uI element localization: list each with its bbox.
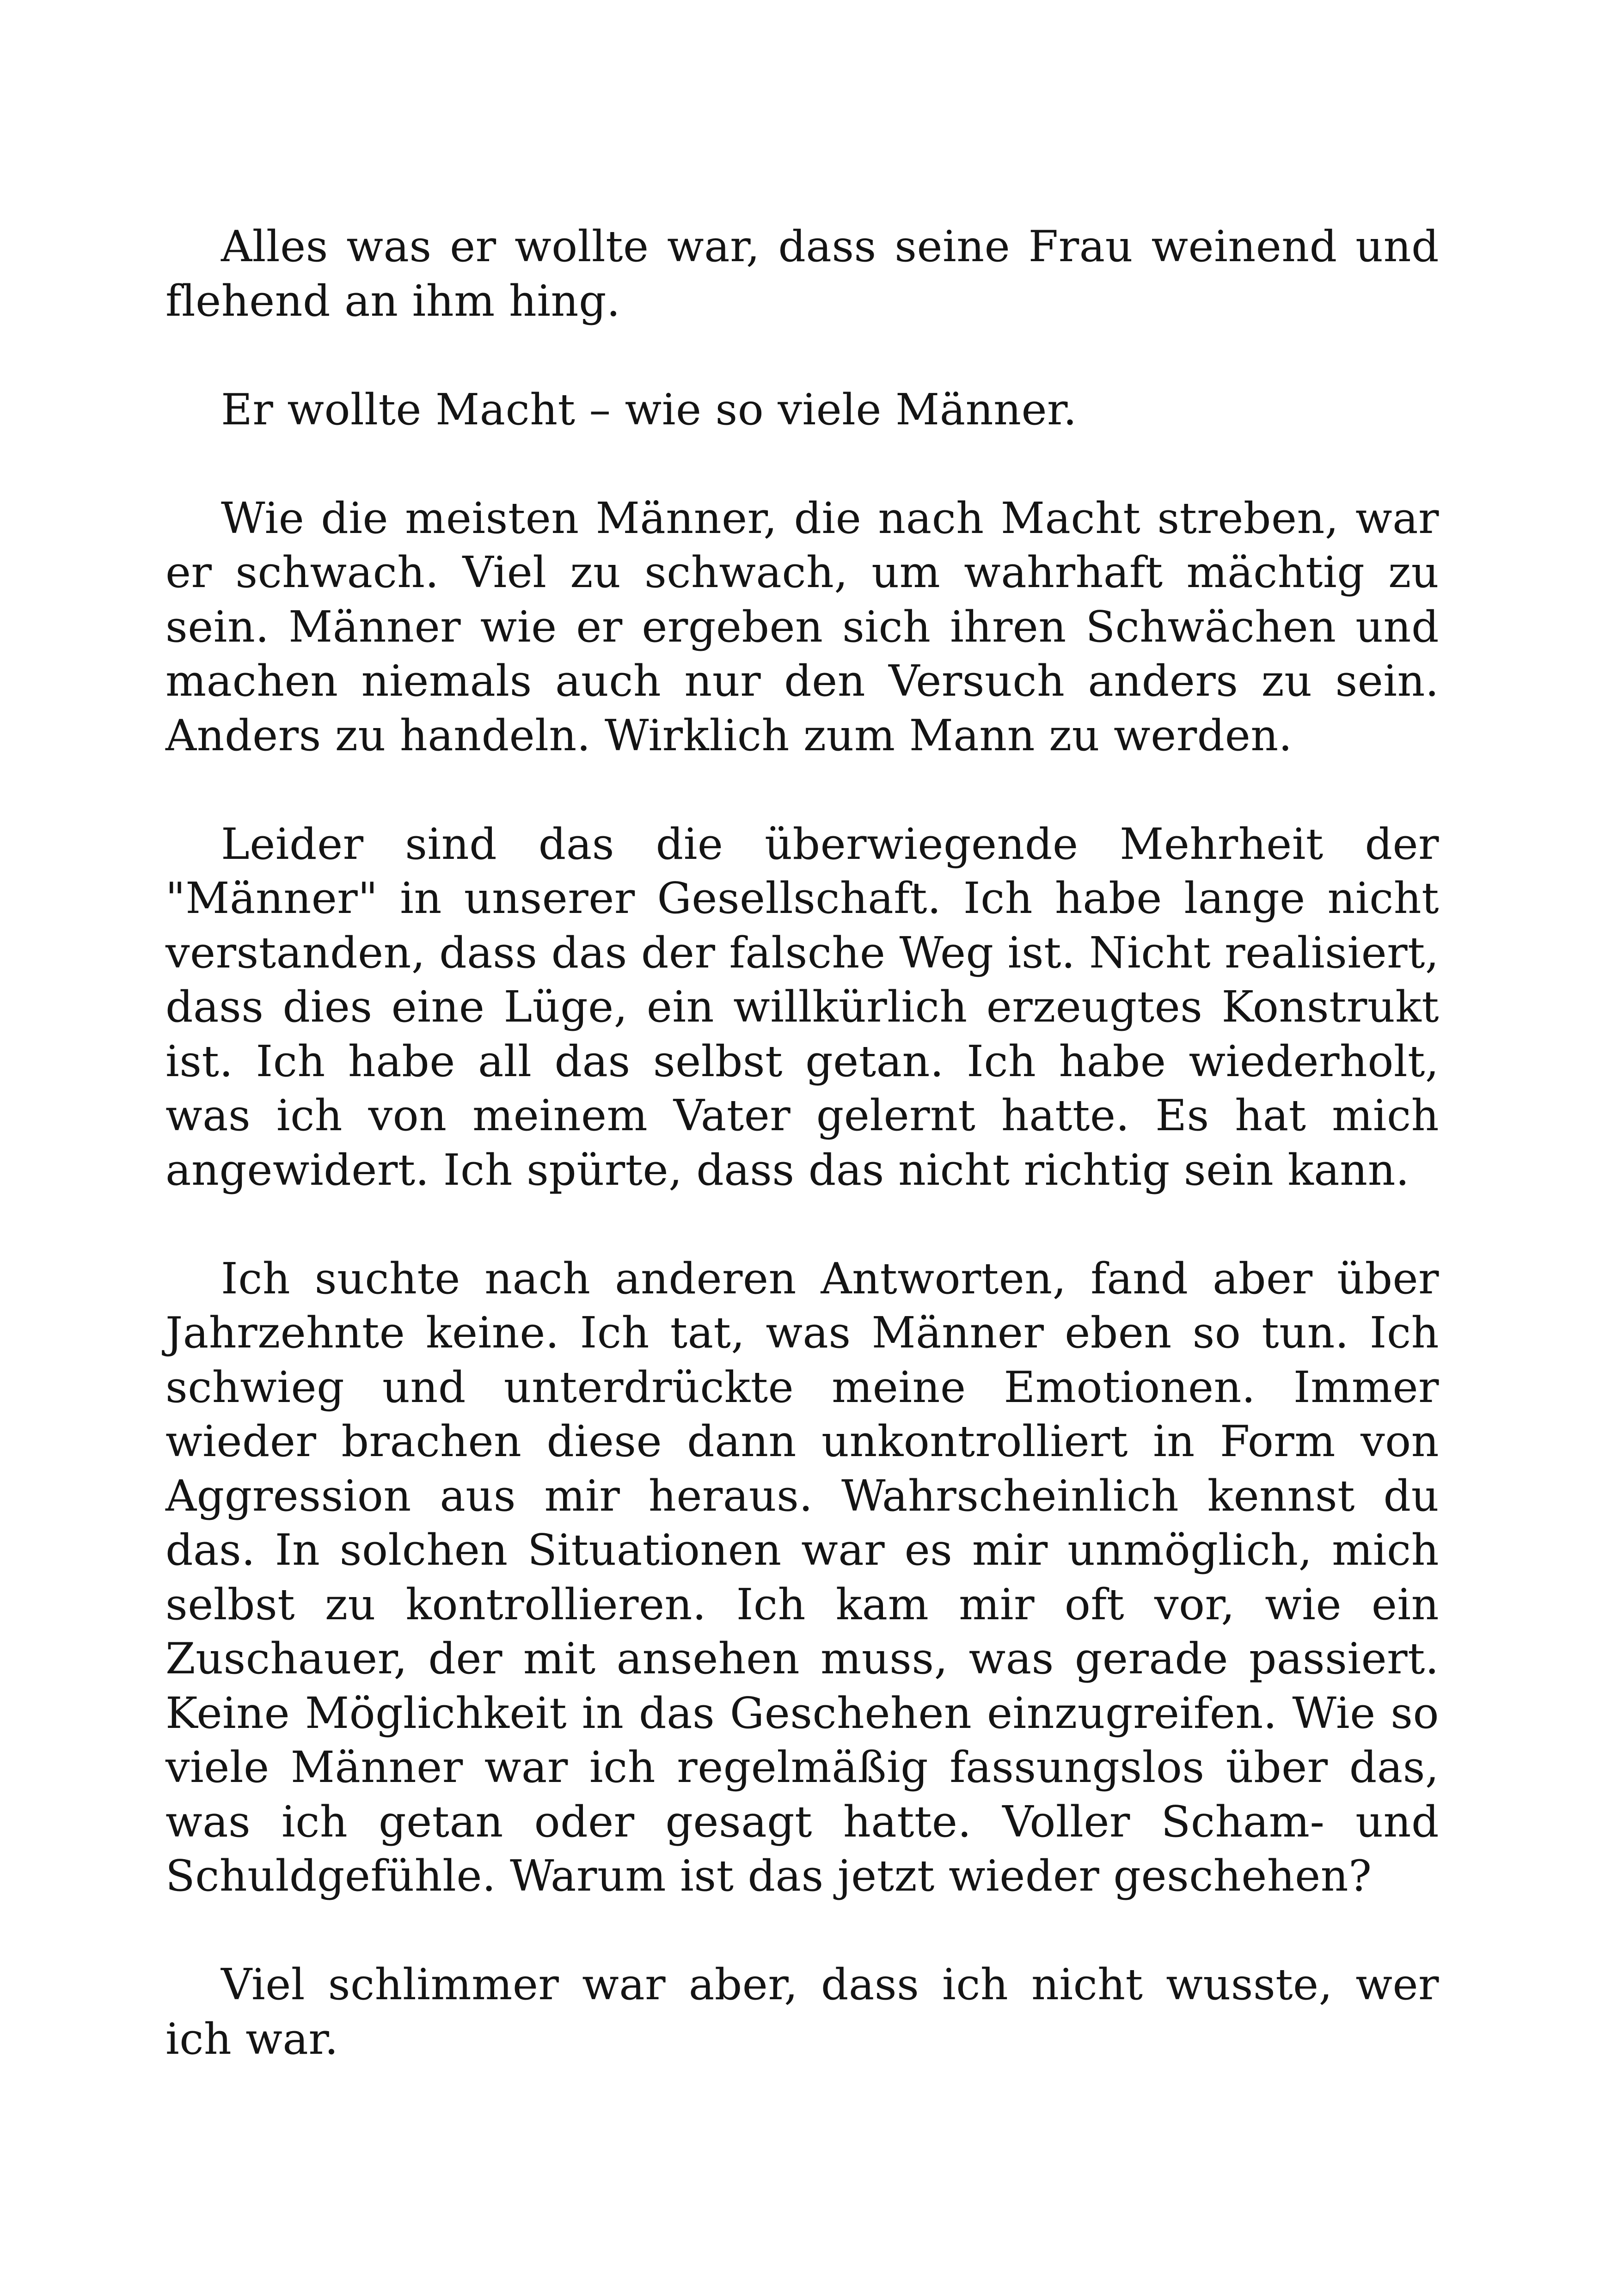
paragraph-6: Viel schlimmer war aber, dass ich nicht wusste, wer ich war. <box>165 1959 1439 2064</box>
paragraph-1: Alles was er wollte war, dass seine Frau weinend und flehend an ihm hing. <box>165 221 1439 326</box>
body-text <box>165 220 1439 2066</box>
paragraph-5: Ich suchte nach anderen Antworten, fand aber über Jahrzehnte keine. Ich tat, was Männer eben so tun. Ich schwieg und unterdrückte meine Emotionen. Immer wieder brachen diese dann unkontrolliert in Form von Aggression aus mir heraus. Wahrscheinlich kennst du das. In solchen Situationen war es mir unmöglich, mich selbst zu kontrollieren. Ich kam mir oft vor, wie ein Zuschauer, der mit ansehen muss, was gerade passiert. Keine Möglichkeit in das Geschehen einzugreifen. Wie so viele Männer war ich regelmäßig fassungslos über das, was ich getan oder gesagt hatte. Voller Scham- und Schuldgefühle. Warum ist das jetzt wieder geschehen? <box>165 1253 1439 1901</box>
paragraph-2: Er wollte Macht – wie so viele Männer. <box>221 384 1077 435</box>
paragraph-3: Wie die meisten Männer, die nach Macht streben, war er schwach. Viel zu schwach, um wahrhaft mächtig zu sein. Männer wie er ergeben sich ihren Schwächen und machen niemals auch nur den Versuch anders zu sein. Anders zu handeln. Wirklich zum Mann zu werden. <box>165 493 1439 760</box>
paragraph-4: Leider sind das die überwiegende Mehrheit der "Männer" in unserer Gesellschaft. Ich habe lange nicht verstanden, dass das der falsche Weg ist. Nicht realisiert, dass dies eine Lüge, ein willkürlich erzeugtes Konstrukt ist. Ich habe all das selbst getan. Ich habe wiederholt, was ich von meinem Vater gelernt hatte. Es hat mich angewidert. Ich spürte, dass das nicht richtig sein kann. <box>165 819 1439 1195</box>
